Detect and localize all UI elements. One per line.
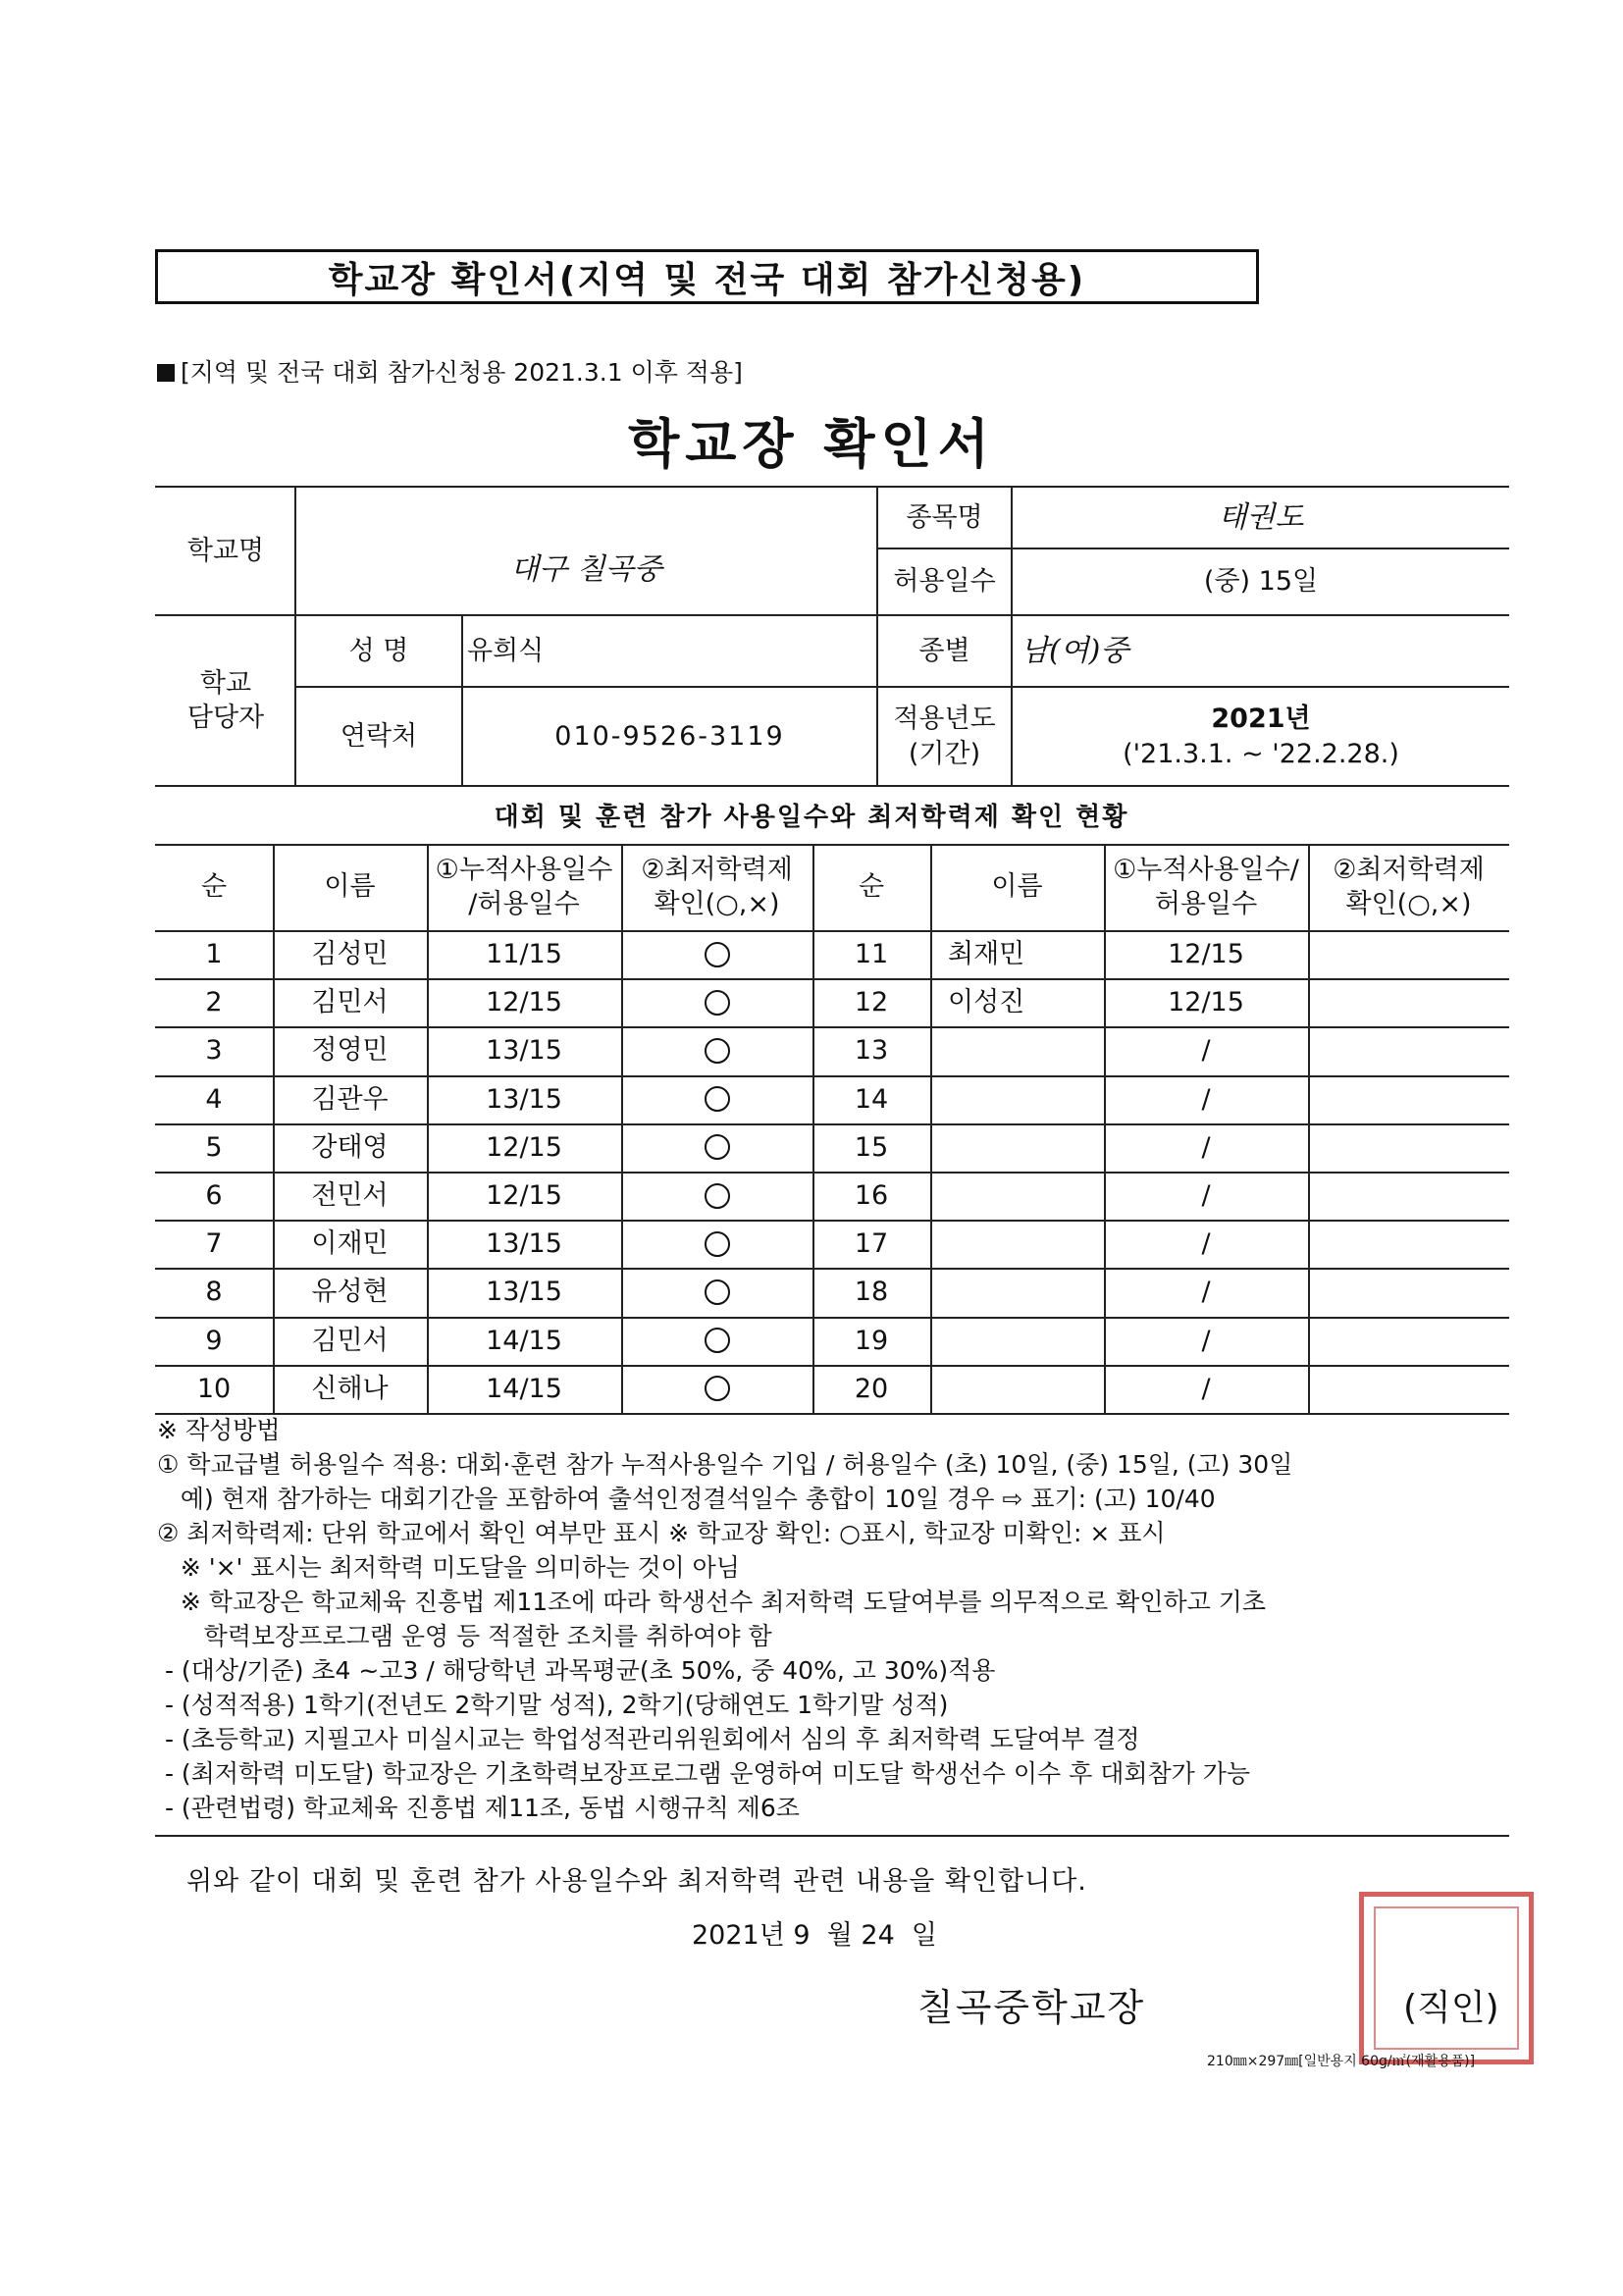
info-rule bbox=[155, 785, 1509, 787]
instruction-line: - (관련법령) 학교체육 진흥법 제11조, 동법 시행규칙 제6조 bbox=[157, 1794, 800, 1822]
instruction-line: ① 학교급별 허용일수 적용: 대회·훈련 참가 누적사용일수 기입 / 허용일수 (초) 10일, (중) 15일, (고) 30일 bbox=[157, 1450, 1293, 1479]
notes-bottom-rule bbox=[155, 1835, 1509, 1837]
roster-left-check bbox=[621, 1172, 812, 1220]
header-days-right-line2: 허용일수 bbox=[1154, 889, 1258, 919]
type-value: 남(여)중 bbox=[1021, 634, 1129, 668]
roster-right-check bbox=[1308, 1172, 1509, 1220]
roster-right-no: 19 bbox=[854, 1325, 889, 1356]
header-min-line2: 확인(○,×) bbox=[654, 889, 780, 919]
roster-right-check bbox=[1308, 1075, 1509, 1123]
roster-right-name: 최재민 bbox=[948, 939, 1025, 970]
year-label bbox=[878, 688, 1011, 785]
roster-left-name: 이재민 bbox=[311, 1228, 389, 1260]
roster-left-check bbox=[621, 1026, 812, 1074]
roster-left-no: 6 bbox=[205, 1180, 223, 1212]
roster-right-check bbox=[1308, 1365, 1509, 1413]
roster-left-no: 5 bbox=[205, 1131, 223, 1163]
roster-left-no: 3 bbox=[205, 1035, 223, 1067]
roster-left-check bbox=[621, 1365, 812, 1413]
roster-left-days: 13/15 bbox=[486, 1035, 562, 1067]
roster-left-no: 10 bbox=[196, 1373, 232, 1404]
roster-right-check bbox=[1308, 1026, 1509, 1074]
instruction-line: ※ 학교장은 학교체육 진흥법 제11조에 따라 학생선수 최저학력 도달여부를 의무적으로 확인하고 기초 bbox=[157, 1588, 1267, 1616]
staff-label bbox=[157, 616, 294, 785]
header-days bbox=[427, 844, 621, 930]
circle-check-icon bbox=[705, 1086, 730, 1112]
roster-left-name: 김관우 bbox=[311, 1083, 389, 1115]
roster-right-days: 12/15 bbox=[1168, 987, 1244, 1018]
roster-right-no: 11 bbox=[854, 939, 889, 970]
header-name-right: 이름 bbox=[991, 871, 1043, 903]
circle-check-icon bbox=[705, 990, 730, 1016]
roster-left-days: 11/15 bbox=[486, 939, 562, 970]
roster-right-days: / bbox=[1201, 1035, 1211, 1067]
roster-right-no: 16 bbox=[854, 1180, 889, 1212]
roster-left-check bbox=[621, 1220, 812, 1268]
roster-right-days: / bbox=[1201, 1131, 1211, 1163]
roster-right-days: / bbox=[1201, 1228, 1211, 1260]
roster-left-name: 신해나 bbox=[311, 1373, 389, 1404]
signature-date: 2021년 9 월 24 일 bbox=[692, 1920, 937, 1951]
roster-right-check bbox=[1308, 930, 1509, 978]
roster-left-days: 12/15 bbox=[486, 987, 562, 1018]
roster-right-days: / bbox=[1201, 1083, 1211, 1115]
roster-left-no: 9 bbox=[205, 1325, 223, 1356]
closing-statement: 위와 같이 대회 및 훈련 참가 사용일수와 최저학력 관련 내용을 확인합니다. bbox=[186, 1866, 1087, 1897]
school-label: 학교명 bbox=[186, 535, 265, 566]
instruction-line: ※ '×' 표시는 최저학력 미도달을 의미하는 것이 아님 bbox=[157, 1553, 740, 1582]
circle-check-icon bbox=[705, 1134, 730, 1160]
header-days-line2: /허용일수 bbox=[468, 889, 580, 919]
circle-check-icon bbox=[705, 1231, 730, 1257]
roster-left-no: 7 bbox=[205, 1228, 223, 1260]
roster-left-days: 14/15 bbox=[486, 1373, 562, 1404]
header-min-right-line2: 확인(○,×) bbox=[1345, 889, 1472, 919]
roster-left-name: 강태영 bbox=[311, 1131, 389, 1163]
type-label: 종별 bbox=[918, 635, 970, 666]
paper-spec: 210㎜×297㎜[일반용지 60g/㎡(재활용품)] bbox=[1207, 2054, 1476, 2069]
roster-left-no: 4 bbox=[205, 1083, 223, 1115]
allowed-days-label: 허용일수 bbox=[893, 566, 996, 598]
roster-right-name bbox=[930, 1365, 1104, 1413]
instruction-line: ② 최저학력제: 단위 학교에서 확인 여부만 표시 ※ 학교장 확인: ○표시, 학교장 미확인: × 표시 bbox=[157, 1519, 1166, 1547]
roster-right-name bbox=[930, 1123, 1104, 1172]
instruction-line: 학력보장프로그램 운영 등 적절한 조치를 취하여야 함 bbox=[157, 1622, 772, 1650]
roster-right-name bbox=[930, 1026, 1104, 1074]
circle-check-icon bbox=[705, 1038, 730, 1064]
instruction-line: ※ 작성방법 bbox=[157, 1416, 281, 1444]
signer-name: 칠곡중학교장 bbox=[917, 1986, 1146, 2029]
roster-right-name bbox=[930, 1075, 1104, 1123]
roster-left-days: 13/15 bbox=[486, 1277, 562, 1308]
school-value: 대구 칠곡중 bbox=[510, 551, 662, 587]
notice-line bbox=[157, 353, 743, 389]
roster-right-no: 20 bbox=[854, 1373, 889, 1404]
roster-right-no: 12 bbox=[854, 987, 889, 1018]
boxed-title: 학교장 확인서(지역 및 전국 대회 참가신청용) bbox=[155, 249, 1259, 304]
official-seal bbox=[1359, 1892, 1534, 2064]
roster-right-no: 14 bbox=[854, 1083, 889, 1115]
name-label: 성 명 bbox=[348, 635, 409, 666]
roster-left-no: 2 bbox=[205, 987, 223, 1018]
roster-right-days: / bbox=[1201, 1325, 1211, 1356]
instructions bbox=[157, 1413, 1521, 1825]
instruction-line: - (최저학력 미도달) 학교장은 기초학력보장프로그램 운영하여 미도달 학생선수 이수 후 대회참가 가능 bbox=[157, 1759, 1251, 1788]
roster-table bbox=[155, 844, 1509, 1413]
roster-right-no: 15 bbox=[854, 1131, 889, 1163]
page-title: 학교장 확인서 bbox=[628, 413, 995, 475]
roster-right-check bbox=[1308, 1268, 1509, 1316]
circle-check-icon bbox=[705, 942, 730, 967]
roster-right-name: 이성진 bbox=[948, 987, 1025, 1018]
sport-label: 종목명 bbox=[906, 501, 983, 533]
header-no-right: 순 bbox=[858, 871, 885, 903]
instruction-line: - (초등학교) 지필고사 미실시교는 학업성적관리위원회에서 심의 후 최저학력 도달여부 결정 bbox=[157, 1725, 1140, 1753]
circle-check-icon bbox=[705, 1279, 730, 1305]
roster-left-check bbox=[621, 1075, 812, 1123]
year-label-line2: (기간) bbox=[908, 738, 981, 769]
roster-right-check bbox=[1308, 1317, 1509, 1365]
circle-check-icon bbox=[705, 1376, 730, 1401]
header-min bbox=[621, 844, 812, 930]
roster-left-name: 김민서 bbox=[311, 1325, 389, 1356]
roster-left-days: 12/15 bbox=[486, 1131, 562, 1163]
contact-label: 연락처 bbox=[340, 720, 418, 752]
roster-left-check bbox=[621, 1317, 812, 1365]
header-min-right bbox=[1308, 844, 1509, 930]
roster-left-days: 14/15 bbox=[486, 1325, 562, 1356]
notice-text: [지역 및 전국 대회 참가신청용 2021.3.1 이후 적용] bbox=[181, 358, 743, 387]
year-value-year: 2021년 bbox=[1211, 704, 1311, 735]
roster-right-name bbox=[930, 1172, 1104, 1220]
circle-check-icon bbox=[705, 1328, 730, 1353]
header-days-right-line1: ①누적사용일수/ bbox=[1113, 854, 1299, 885]
staff-label-line1: 학교 bbox=[199, 667, 252, 699]
circle-check-icon bbox=[705, 1183, 730, 1209]
roster-right-check bbox=[1308, 1123, 1509, 1172]
instruction-line: - (성적적용) 1학기(전년도 2학기말 성적), 2학기(당해연도 1학기말 성적) bbox=[157, 1691, 949, 1719]
sport-value: 태권도 bbox=[1218, 500, 1304, 535]
roster-left-no: 8 bbox=[205, 1277, 223, 1308]
roster-right-no: 18 bbox=[854, 1277, 889, 1308]
square-bullet-icon bbox=[157, 364, 175, 382]
instruction-line: 예) 현재 참가하는 대회기간을 포함하여 출석인정결석일수 총합이 10일 경우 ⇨ 표기: (고) 10/40 bbox=[157, 1485, 1216, 1513]
roster-caption: 대회 및 훈련 참가 사용일수와 최저학력제 확인 현황 bbox=[494, 803, 1129, 832]
name-value: 유희식 bbox=[467, 635, 545, 666]
roster-right-days: / bbox=[1201, 1180, 1211, 1212]
roster-left-days: 13/15 bbox=[486, 1228, 562, 1260]
roster-right-name bbox=[930, 1268, 1104, 1316]
instruction-line: - (대상/기준) 초4 ~고3 / 해당학년 과목평균(초 50%, 중 40%, 고 30%)적용 bbox=[157, 1656, 996, 1685]
staff-label-line2: 담당자 bbox=[186, 703, 265, 733]
roster-right-no: 17 bbox=[854, 1228, 889, 1260]
header-name: 이름 bbox=[324, 871, 376, 903]
roster-right-name bbox=[930, 1220, 1104, 1268]
roster-right-days: 12/15 bbox=[1168, 939, 1244, 970]
roster-left-days: 13/15 bbox=[486, 1083, 562, 1115]
roster-right-no: 13 bbox=[854, 1035, 889, 1067]
year-value bbox=[1013, 688, 1509, 785]
roster-left-check bbox=[621, 978, 812, 1026]
roster-left-days: 12/15 bbox=[486, 1180, 562, 1212]
roster-left-check bbox=[621, 930, 812, 978]
seal-label: (직인) bbox=[1403, 1988, 1499, 2028]
header-days-right bbox=[1104, 844, 1308, 930]
roster-right-name bbox=[930, 1317, 1104, 1365]
allowed-days-value: (중) 15일 bbox=[1203, 566, 1319, 598]
roster-left-name: 김민서 bbox=[311, 987, 389, 1018]
header-no: 순 bbox=[200, 871, 228, 903]
year-value-period: ('21.3.1. ~ '22.2.28.) bbox=[1123, 738, 1399, 769]
header-min-line1: ②최저학력제 bbox=[641, 854, 793, 885]
year-label-line1: 적용년도 bbox=[893, 704, 996, 735]
roster-left-check bbox=[621, 1123, 812, 1172]
roster-left-name: 정영민 bbox=[311, 1035, 389, 1067]
header-min-right-line1: ②최저학력제 bbox=[1333, 854, 1485, 885]
roster-right-days: / bbox=[1201, 1373, 1211, 1404]
roster-left-name: 유성현 bbox=[311, 1277, 389, 1308]
roster-right-check bbox=[1308, 978, 1509, 1026]
header-days-line1: ①누적사용일수 bbox=[435, 854, 613, 885]
roster-left-name: 전민서 bbox=[311, 1180, 389, 1212]
roster-right-check bbox=[1308, 1220, 1509, 1268]
roster-left-name: 김성민 bbox=[311, 939, 389, 970]
roster-left-check bbox=[621, 1268, 812, 1316]
contact-value: 010-9526-3119 bbox=[554, 720, 785, 752]
roster-right-days: / bbox=[1201, 1277, 1211, 1308]
roster-left-no: 1 bbox=[205, 939, 223, 970]
